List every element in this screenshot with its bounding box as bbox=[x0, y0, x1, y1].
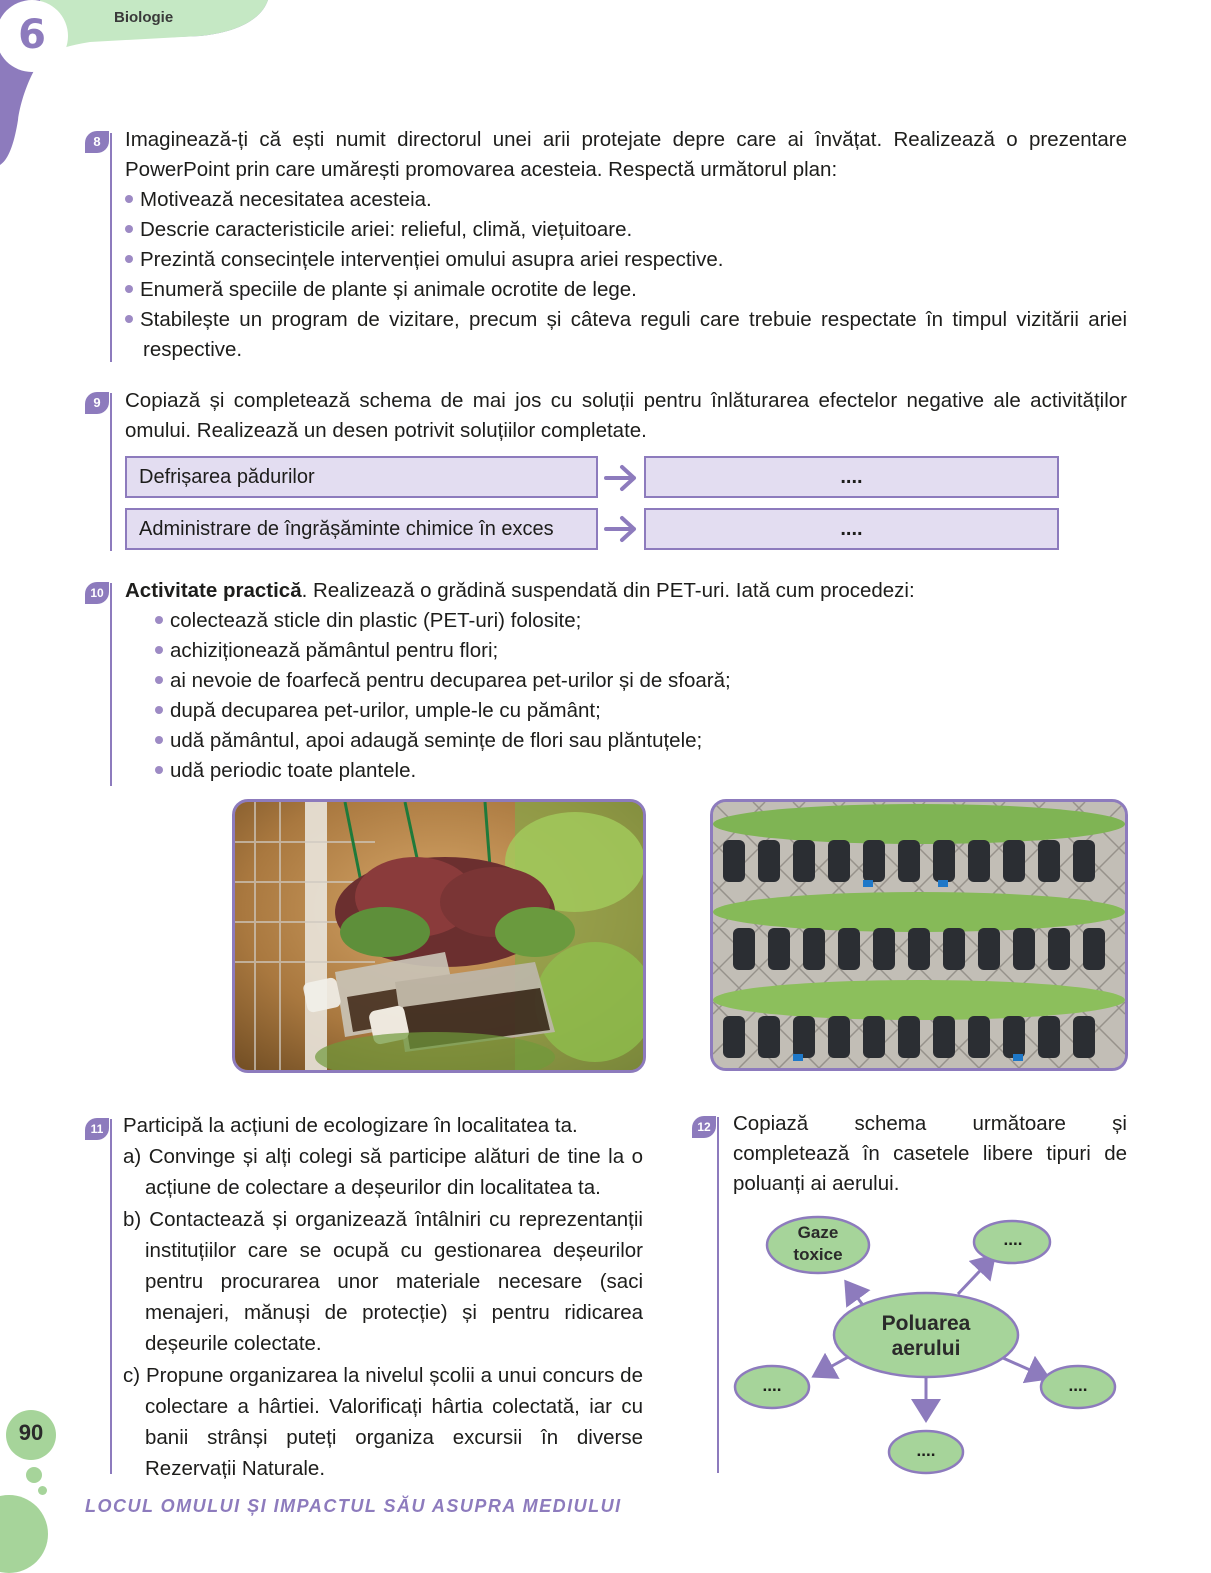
exercise-11-badge: 11 bbox=[85, 1118, 109, 1140]
blank-node: .... bbox=[916, 1441, 936, 1460]
subject-label: Biologie bbox=[114, 9, 174, 26]
problem-text: Administrare de îngrășăminte chimice în exces bbox=[139, 518, 554, 540]
exercise-10-step: achiziționează pământul pentru flori; bbox=[155, 636, 1127, 666]
filled-node bbox=[768, 1222, 868, 1266]
blank-node: .... bbox=[762, 1376, 782, 1395]
exercise-12-line bbox=[717, 1117, 719, 1473]
exercise-11-item: b) Contactează și organizează întâlniri cu reprezentanții instituțiilor care se ocupă cu gestionarea deșeurilor pentru procurarea unor materiale necesare (saci menajeri, mănuși de protecție) și pentru ridicarea deșeurile colectate. bbox=[123, 1207, 643, 1356]
exercise-11 bbox=[123, 1110, 643, 1484]
exercise-10-step: colectează sticle din plastic (PET-uri) folosite; bbox=[155, 606, 1127, 636]
exercise-11-intro: Participă la acțiuni de ecologizare în localitatea ta. bbox=[123, 1114, 578, 1137]
exercise-8-bullet: Descrie caracteristicile ariei: relieful, climă, viețuitoare. bbox=[125, 215, 1127, 245]
exercise-10-step: după decuparea pet-urilor, umple-le cu pământ; bbox=[155, 696, 1127, 726]
arrow-right-icon bbox=[604, 515, 638, 543]
exercise-10-badge: 10 bbox=[85, 582, 109, 604]
exercise-11-item: c) Propune organizarea la nivelul școlii a unui concurs de colectare a hârtiei. Valorificați hârtia colectată, iar cu banii strânși puteți organiza excursii în diverse Rezervații Naturale. bbox=[123, 1363, 643, 1481]
hanging-bottles-photo bbox=[232, 799, 646, 1073]
solution-box bbox=[644, 508, 1059, 550]
exercise-12-badge: 12 bbox=[692, 1116, 716, 1138]
filled-node-line: toxice bbox=[793, 1245, 843, 1264]
exercise-8-bullet: Prezintă consecințele intervenției omului asupra ariei respective. bbox=[125, 245, 1127, 275]
problem-box bbox=[125, 456, 598, 498]
blank-node: .... bbox=[1003, 1230, 1023, 1249]
exercise-9-badge: 9 bbox=[85, 392, 109, 414]
exercise-9-line bbox=[110, 393, 112, 551]
exercise-12-intro: Copiază schema următoare și completează în casetele libere tipuri de poluanți ai aerului. bbox=[733, 1112, 1127, 1195]
filled-node-line: Gaze bbox=[797, 1223, 839, 1242]
problem-text: Defrișarea pădurilor bbox=[139, 466, 315, 488]
exercise-8-bullet: Enumeră speciile de plante și animale ocrotite de lege. bbox=[125, 275, 1127, 305]
footer-corner-shape bbox=[0, 1495, 48, 1573]
solution-placeholder: .... bbox=[840, 466, 863, 488]
exercise-10-title-bold: Activitate practică bbox=[125, 579, 302, 602]
page-number: 90 bbox=[18, 1420, 44, 1445]
exercise-8-bullet-text: Stabilește un program de vizitare, precum și câteva reguli care trebuie respectate în timpul vizitării ariei respective. bbox=[140, 308, 1127, 361]
exercise-10-step: ai nevoie de foarfecă pentru decuparea pet-urilor și de sfoară; bbox=[155, 666, 1127, 696]
exercise-10-title bbox=[125, 576, 1127, 606]
exercise-11-item: a) Convinge și alți colegi să participe alături de tine la o acțiune de colectare a deșeurilor din localitatea ta. bbox=[123, 1145, 643, 1200]
solution-box bbox=[644, 456, 1059, 498]
problem-box bbox=[125, 508, 598, 550]
exercise-8-bullet bbox=[125, 305, 1127, 365]
exercise-10 bbox=[125, 576, 1127, 786]
exercise-10-step: udă pământul, apoi adaugă semințe de flori sau plăntuțele; bbox=[155, 726, 1127, 756]
center-node-line: Poluarea bbox=[881, 1312, 971, 1335]
exercise-9-intro: Copiază și completează schema de mai jos cu soluții pentru înlăturarea efectelor negative ale activităților omului. Realizează un desen potrivit soluțiilor completate. bbox=[125, 389, 1127, 442]
exercise-8-bullet: Motivează necesitatea acesteia. bbox=[125, 185, 1127, 215]
exercise-8-badge: 8 bbox=[85, 131, 109, 153]
exercise-8 bbox=[125, 125, 1127, 365]
arrow-right-icon bbox=[604, 464, 638, 492]
footer-dot bbox=[26, 1467, 42, 1483]
exercise-8-line bbox=[110, 133, 112, 362]
exercise-10-line bbox=[110, 583, 112, 786]
chapter-number: 6 bbox=[18, 12, 46, 58]
blank-node: .... bbox=[1068, 1376, 1088, 1395]
bottle-wall-photo bbox=[710, 799, 1128, 1071]
exercise-10-step: udă periodic toate plantele. bbox=[155, 756, 1127, 786]
center-node-line: aerului bbox=[891, 1337, 961, 1360]
exercise-8-intro: Imaginează-ți că ești numit directorul unei arii protejate depre care ai învățat. Realizează o prezentare PowerPoint prin care umărești promovarea acesteia. Respectă următorul plan: bbox=[125, 128, 1127, 181]
solution-placeholder: .... bbox=[840, 518, 863, 540]
footer-dot bbox=[38, 1486, 47, 1495]
center-node bbox=[836, 1311, 1016, 1361]
exercise-10-title-rest: . Realizează o grădină suspendată din PET-uri. Iată cum procedezi: bbox=[301, 579, 915, 602]
chapter-footer-title: LOCUL OMULUI ȘI IMPACTUL SĂU ASUPRA MEDIULUI bbox=[85, 1496, 622, 1516]
exercise-11-line bbox=[110, 1119, 112, 1474]
